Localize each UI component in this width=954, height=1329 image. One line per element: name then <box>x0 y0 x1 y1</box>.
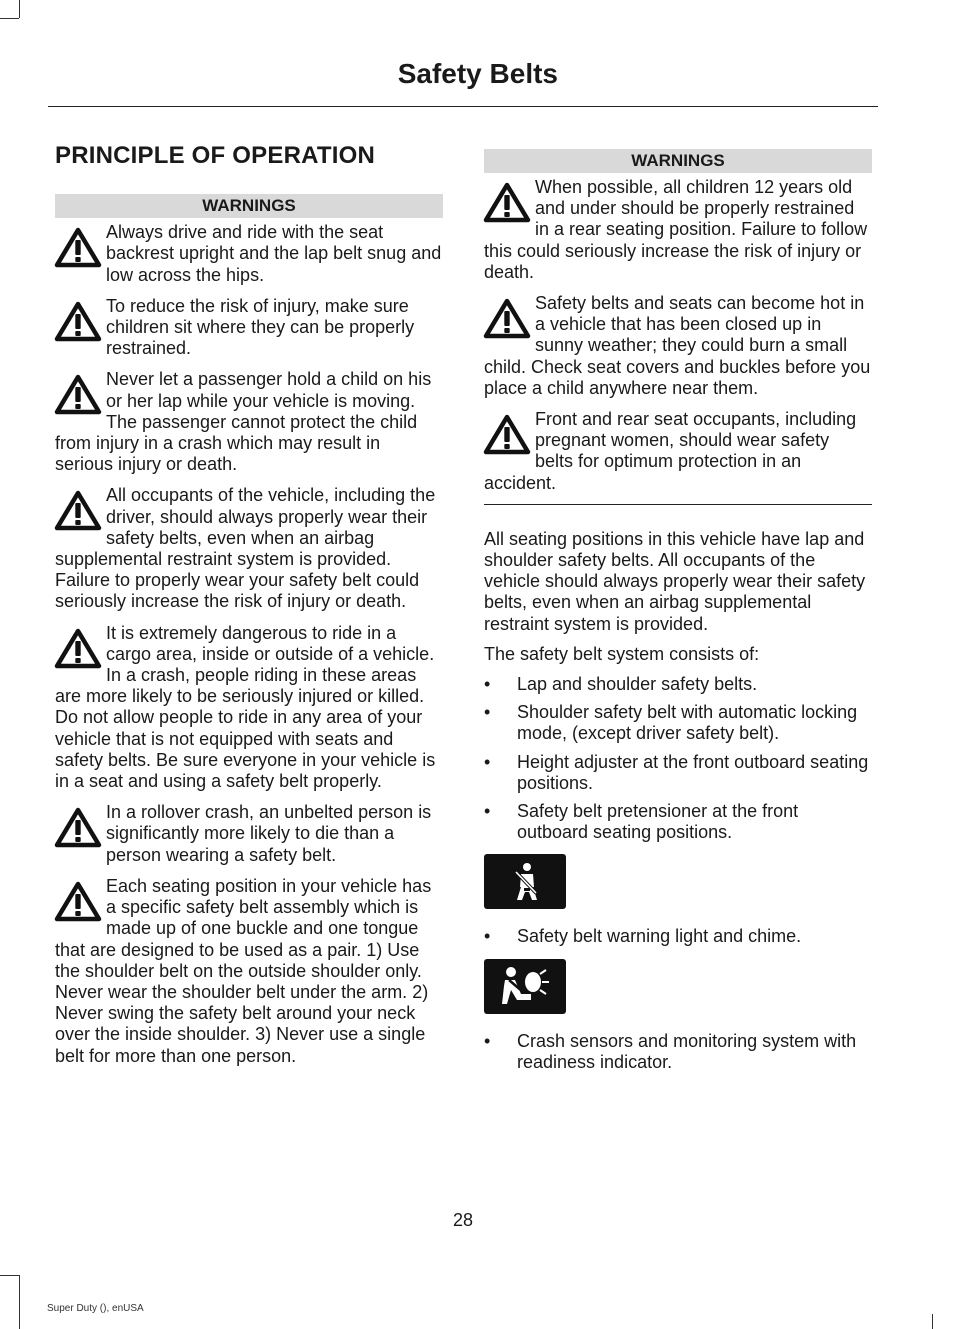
warning-item <box>484 177 872 283</box>
left-column <box>55 140 443 1077</box>
warning-triangle-icon <box>53 299 103 345</box>
warning-item <box>55 623 443 793</box>
page-number: 28 <box>452 1210 474 1230</box>
warning-item <box>55 802 443 866</box>
airbag-readiness-light-icon <box>484 959 566 1014</box>
warning-text: It is extremely dangerous to ride in a cargo area, inside or outside of a vehicle. In a crash, people riding in these areas are more likely to be seriously injured or killed. Do not allow people to ride in any area of your vehicle that is not equipped with seats and safety belts. Be sure everyone in your vehicle is in a seat and using a safety belt properly. <box>55 622 436 792</box>
warning-triangle-icon <box>53 626 103 672</box>
crop-mark <box>932 1314 933 1329</box>
warning-item <box>484 293 872 399</box>
warning-text: Never let a passenger hold a child on his or her lap while your vehicle is moving. The passenger cannot protect the child from injury in a crash which may result in serious injury or death. <box>55 369 432 475</box>
right-column <box>484 149 872 1080</box>
warning-text: Always drive and ride with the seat backrest upright and the lap belt snug and low across the hips. <box>106 222 442 285</box>
warning-item <box>484 409 872 494</box>
warning-text: When possible, all children 12 years old and under should be properly restrained in a rear seating position. Failure to follow this could seriously increase the risk of injury or death. <box>484 177 868 282</box>
warning-text: Front and rear seat occupants, including pregnant women, should wear safety belts for optimum protection in an accident. <box>484 409 857 493</box>
warning-item <box>55 222 443 286</box>
readiness-indicator-list <box>484 1031 872 1073</box>
warning-text: To reduce the risk of injury, make sure children sit where they can be properly restrained. <box>106 295 415 359</box>
warning-triangle-icon <box>53 879 103 925</box>
list-item: • Height adjuster at the front outboard seating positions. <box>484 752 872 794</box>
crop-mark <box>19 1275 20 1329</box>
warning-triangle-icon <box>53 805 103 851</box>
crop-mark <box>0 18 19 19</box>
warning-item <box>55 485 443 612</box>
list-item: • Lap and shoulder safety belts. <box>484 674 872 695</box>
list-item: • Safety belt pretensioner at the front outboard seating positions. <box>484 801 872 843</box>
list-item: • Shoulder safety belt with automatic locking mode, (except driver safety belt). <box>484 702 872 744</box>
header-divider <box>48 106 878 107</box>
seatbelt-warning-light-icon <box>484 854 566 909</box>
publication-footer: Super Duty (), enUSA <box>47 1303 144 1314</box>
warnings-header: WARNINGS <box>55 194 443 218</box>
crop-mark <box>19 0 20 18</box>
warning-triangle-icon <box>482 296 532 342</box>
warning-triangle-icon <box>482 180 532 226</box>
crop-mark <box>0 1275 19 1276</box>
warning-light-list <box>484 926 872 947</box>
warning-item <box>55 876 443 1067</box>
system-components-list <box>484 674 872 843</box>
intro-paragraph: All seating positions in this vehicle have lap and shoulder safety belts. All occupants of the vehicle should always properly wear their safety belts, even when an airbag supplemental restraint system is provided. <box>484 528 866 634</box>
warnings-end-divider <box>484 504 872 505</box>
list-item: • Crash sensors and monitoring system with readiness indicator. <box>484 1031 872 1073</box>
warning-text: Safety belts and seats can become hot in a vehicle that has been closed up in sunny weather; they could burn a small child. Check seat covers and buckles before you place a child anywhere near them. <box>484 293 871 398</box>
warning-triangle-icon <box>53 372 103 418</box>
warning-triangle-icon <box>482 412 532 458</box>
warning-text: All occupants of the vehicle, including the driver, should always properly wear their safety belts, even when an airbag supplemental restraint system is provided. Failure to properly wear your safety belt could seriously increase the risk of injury or death. <box>55 485 436 612</box>
warning-text: In a rollover crash, an unbelted person is significantly more likely to die than a person wearing a safety belt. <box>106 802 432 865</box>
section-title: PRINCIPLE OF OPERATION <box>55 142 375 169</box>
system-intro: The safety belt system consists of: <box>484 643 760 664</box>
page-title: Safety Belts <box>397 58 558 89</box>
warnings-header: WARNINGS <box>484 149 872 173</box>
warning-item <box>55 296 443 360</box>
warning-text: Each seating position in your vehicle has a specific safety belt assembly which is made up of one buckle and one tongue that are designed to be used as a pair. 1) Use the shoulder belt on the outside shoulder only. Never wear the shoulder belt under the arm. 2) Never swing the safety belt around your neck over the inside shoulder. 3) Never use a single belt for more than one person. <box>55 875 432 1066</box>
warning-item <box>55 369 443 475</box>
list-item: • Safety belt warning light and chime. <box>484 926 872 947</box>
warning-triangle-icon <box>53 488 103 534</box>
warning-triangle-icon <box>53 225 103 271</box>
